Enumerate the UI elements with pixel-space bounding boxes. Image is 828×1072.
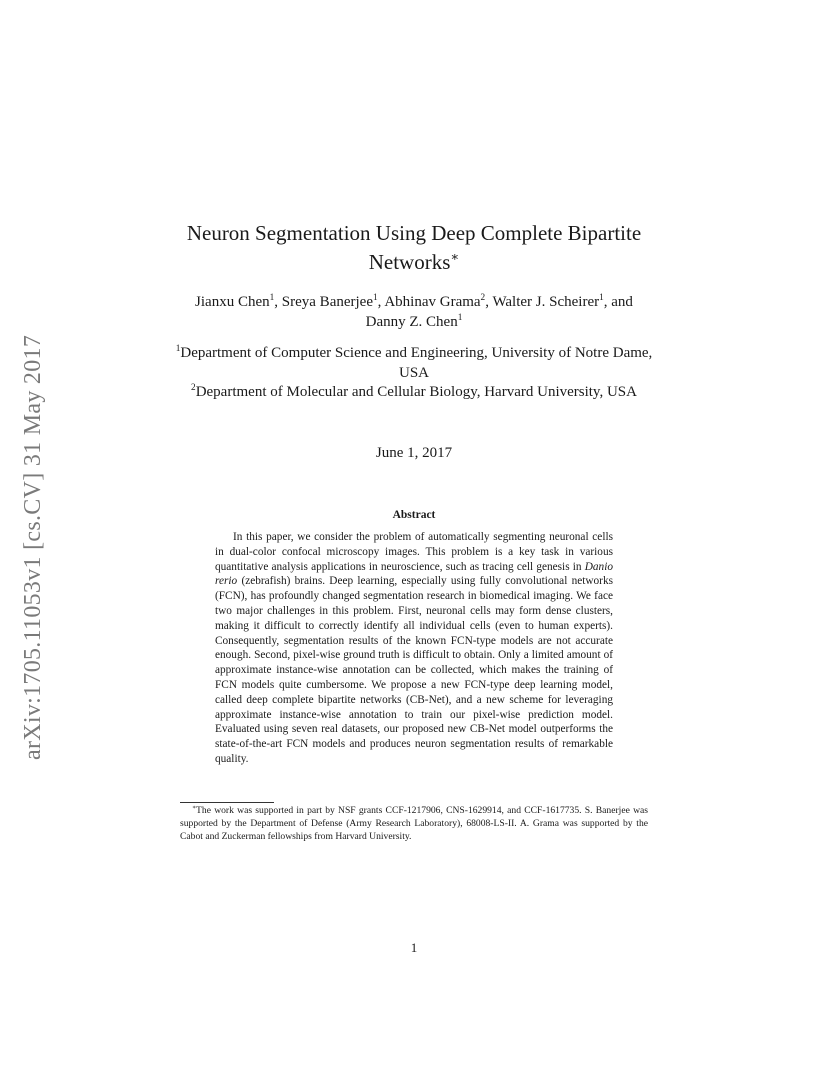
affiliation [172, 383, 656, 403]
author-affiliation-marker: 1 [457, 313, 463, 323]
title-text: Neuron Segmentation Using Deep Complete Bipartite Networks [186, 221, 642, 274]
affiliation-marker: 1 [175, 344, 181, 354]
author-affiliation-marker: 2 [480, 293, 486, 303]
author-separator: , [485, 294, 493, 310]
paper-title [180, 219, 648, 277]
arxiv-id: arXiv:1705.11053v1 [cs.CV] 31 May 2017 [20, 334, 46, 760]
paper-date: June 1, 2017 [375, 445, 453, 461]
author-name: Abhinav Grama [384, 294, 481, 310]
author-name: Sreya Banerjee [281, 294, 373, 310]
footnote-rule [180, 802, 274, 803]
affiliation-list [172, 344, 656, 403]
affiliation [172, 344, 656, 383]
page-number: 1 [410, 940, 418, 955]
title-footnote-marker: ∗ [450, 249, 460, 264]
author-name: Walter J. Scheirer [492, 294, 600, 310]
author-name: Danny Z. Chen [365, 314, 458, 330]
author-affiliation-marker: 1 [599, 293, 604, 303]
arxiv-stamp [16, 270, 60, 760]
author-name: Jianxu Chen [195, 294, 270, 310]
footnote-text: The work was supported in part by NSF grants CCF-1217906, CNS-1629914, and CCF-1617735. S. Banerjee was supported by the Department of Defense (Army Research Laboratory), 68008-LS-II. A. Grama was supported by the Cabot and Zuckerman fellowships from Harvard University. [180, 805, 648, 842]
species-name: Danio rerio [215, 560, 613, 588]
abstract-text [215, 530, 613, 767]
affiliation-text: Department of Molecular and Cellular Biology, Harvard University, USA [195, 384, 637, 400]
author-separator: , [377, 294, 385, 310]
affiliation-marker: 2 [191, 383, 196, 393]
abstract-heading: Abstract [392, 509, 436, 521]
footnote [180, 805, 648, 843]
author-separator: , and [603, 294, 633, 310]
abstract-text-part: In this paper, we consider the problem of automatically segmenting neuronal cells in dual-color confocal microscopy images. This problem is a key task in various quantitative analysis applications in neuroscience, such as tracing cell genesis in [215, 531, 613, 573]
abstract-text-part: (zebrafish) brains. Deep learning, especially using fully convolutional networks (FCN), has profoundly changed segmentation research in biomedical imaging. We face two major challenges in this problem. First, neuronal cells may form dense clusters, making it difficult to correctly identify all individual cells (even to human experts). Consequently, segmentation results of the known FCN-type models are not accurate enough. Second, pixel-wise ground truth is difficult to obtain. Only a limited amount of approximate instance-wise annotation can be collected, which makes the training of FCN models quite cumbersome. We propose a new FCN-type deep learning model, called deep complete bipartite networks (CB-Net), and a new scheme for leveraging approximate instance-wise annotation to train our pixel-wise prediction model. Evaluated using seven real datasets, our proposed new CB-Net model outperforms the state-of-the-art FCN models and produces neuron segmentation results of remarkable quality. [215, 575, 613, 765]
author-separator: , [274, 294, 282, 310]
footnote-marker: ∗ [192, 804, 197, 811]
author-affiliation-marker: 1 [372, 293, 378, 303]
author-list [180, 292, 648, 332]
author-affiliation-marker: 1 [269, 293, 275, 303]
affiliation-text: Department of Computer Science and Engineering, University of Notre Dame, USA [180, 345, 653, 381]
